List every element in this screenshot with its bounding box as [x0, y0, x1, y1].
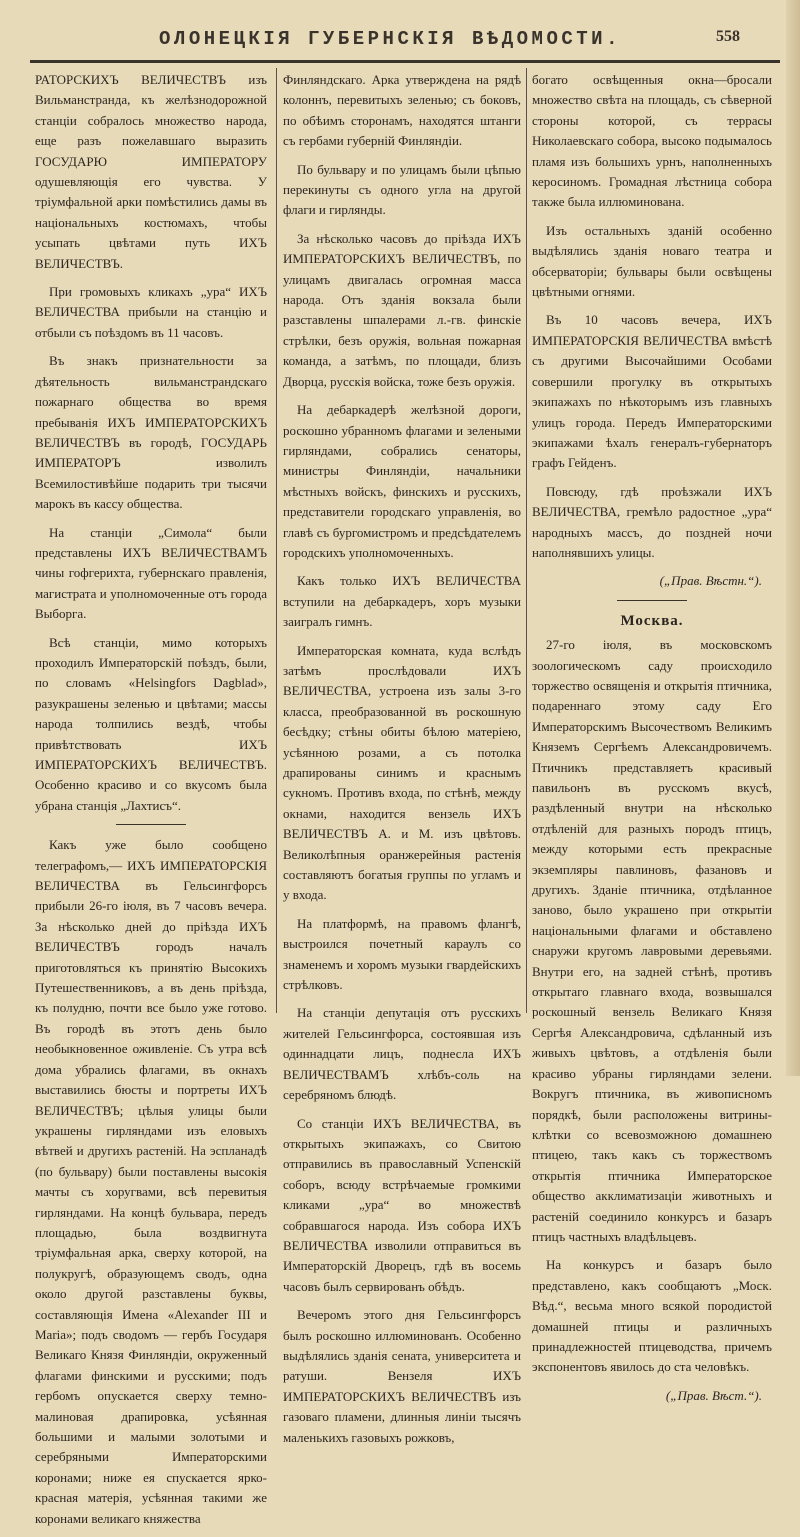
source-citation: („Прав. Вѣстн.“).	[659, 573, 762, 589]
masthead	[0, 28, 800, 52]
section-heading-moscow: Москва.	[620, 612, 684, 629]
section-separator	[617, 600, 687, 601]
header-rule	[30, 60, 780, 63]
paragraph: На станціи „Симола“ были представлены ИХЪ ВЕЛИЧЕСТВАМЪ чины гофгерихта, губернскаго правленія, магистрата и уполномоченные отъ города Выборга.	[35, 524, 267, 622]
paragraph: При громовыхъ кликахъ „ура“ ИХЪ ВЕЛИЧЕСТВА прибыли на станцію и отбыли съ поѣздомъ въ 11 часовъ.	[35, 284, 267, 340]
paragraph: Императорская комната, куда вслѣдъ затѣмъ прослѣдовали ИХЪ ВЕЛИЧЕСТВА, устроена изъ залы 3-го класса, преобразованной въ роскошную бесѣдку; стѣны обиты бѣлою матеріею, усѣянною розами, а съ потолка драпированы синимъ и краснымъ сукномъ. Противъ входа, по стѣнѣ, между окнами, находится вензель ИХЪ ВЕЛИЧЕСТВЪ А. и М. изъ цвѣтовъ. Великолѣпныя оранжерейныя растенія составляютъ богатыя группы по угламъ и у входа.	[283, 642, 521, 903]
paragraph: богато освѣщенныя окна—бросали множество свѣта на площадь, съ сѣверной стороны которой, съ террасы Николаевскаго собора, высоко подымалось пламя изъ большихъ урнъ, наполненныхъ керосиномъ. Громадная лѣстница собора также была иллюминована.	[532, 72, 772, 210]
column-divider	[526, 68, 527, 1013]
newspaper-title: ОЛОНЕЦКІЯ ГУБЕРНСКІЯ ВѢДОМОСТИ.	[159, 28, 621, 50]
page-number: 558	[716, 28, 740, 45]
paragraph: Въ 10 часовъ вечера, ИХЪ ИМПЕРАТОРСКІЯ ВЕЛИЧЕСТВА вмѣстѣ съ другими Высочайшими Особами совершили прогулку въ открытыхъ экипажахъ по нѣкоторымъ изъ главныхъ улицъ города. Передъ Императорскими экипажами ѣхалъ генералъ-губернаторъ графъ Гейденъ.	[532, 312, 772, 471]
paragraph: Повсюду, гдѣ проѣзжали ИХЪ ВЕЛИЧЕСТВА, гремѣло радостное „ура“ народныхъ массъ, до поздней ночи наполнявшихъ улицы.	[532, 483, 772, 560]
paragraph: Со станціи ИХЪ ВЕЛИЧЕСТВА, въ открытыхъ экипажахъ, со Свитою отправились въ православный Успенскій соборъ, всюду встрѣчаемые громкими кликами „ура“ во множествѣ собравшагося народа. Изъ собора ИХЪ ВЕЛИЧЕСТВА изволили отправиться въ Императорскій Дворецъ, гдѣ въ восемь часовъ былъ сервированъ обѣдъ.	[283, 1115, 521, 1294]
paragraph: Всѣ станціи, мимо которыхъ проходилъ Императорскій поѣздъ, были, по словамъ «Helsingfors Dagblad», разукрашены зеленью и цвѣтами; массы народа толпились вездѣ, чтобы привѣтствовать ИХЪ ИМПЕРАТОРСКИХЪ ВЕЛИЧЕСТВЪ. Особенно красиво и со вкусомъ была убрана станція „Лахтисъ“.	[35, 634, 267, 813]
paragraph: На конкурсъ и базаръ было представлено, какъ сообщаютъ „Моск. Вѣд.“, весьма много всякой породистой домашней птицы и различныхъ принадлежностей птицеводства, причемъ экспонентовъ явилось до ста человѣкъ.	[532, 1257, 772, 1375]
paragraph: РАТОРСКИХЪ ВЕЛИЧЕСТВЪ изъ Вильманстранда, къ желѣзнодорожной станціи собралось множество народа, еще разъ пожелавшаго выразить ГОСУДАРЮ ИМПЕРАТОРУ одушевляющія его чувства. У тріумфальной арки помѣстились дамы въ національныхъ костюмахъ, чтобы усыпать цвѣтами путь ИХЪ ВЕЛИЧЕСТВЪ.	[35, 72, 267, 271]
paragraph: Вечеромъ этого дня Гельсингфорсъ былъ роскошно иллюминованъ. Особенно выдѣлялись зданія сената, университета и ратуши. Вензеля ИХЪ ИМПЕРАТОРСКИХЪ ВЕЛИЧЕСТВЪ изъ газоваго пламени, длинныя линіи тысячъ маленькихъ газовыхъ рожковъ,	[283, 1307, 521, 1445]
paragraph: Изъ остальныхъ зданій особенно выдѣлялись зданія новаго театра и обсерваторіи; бульвары были освѣщены цвѣтными огнями.	[532, 222, 772, 300]
source-citation: („Прав. Вѣст.“).	[665, 1387, 762, 1403]
paragraph: По бульвару и по улицамъ были цѣпью перекинуты съ одного угла на другой флаги и гирлянды.	[283, 161, 521, 218]
paragraph: На дебаркадерѣ желѣзной дороги, роскошно убранномъ флагами и зелеными гирляндами, собрались сенаторы, министры Финляндіи, начальники мѣстныхъ войскъ, финскихъ и русскихъ, представители городскаго управленія, во главѣ съ бургомистромъ и предсѣдателемъ городскихъ уполномоченныхъ.	[283, 402, 521, 560]
column-3	[532, 70, 772, 1412]
paragraph: Какъ уже было сообщено телеграфомъ,— ИХЪ ИМПЕРАТОРСКІЯ ВЕЛИЧЕСТВА въ Гельсингфорсъ прибыли 26-го іюля, въ 7 часовъ вечера. За нѣсколько дней до пріѣзда ИХЪ ВЕЛИЧЕСТВЪ городъ началъ приготовляться къ принятію Высокихъ Путешественниковъ, а въ день пріѣзда, къ полудню, почти все было уже готово. Въ городѣ въ этотъ день было необыкновенное оживленіе. Съ утра всѣ дома убрались флагами, въ окнахъ выставились бюсты и портреты ИХЪ ВЕЛИЧЕСТВЪ; цѣлыя улицы были украшены гирляндами изъ еловыхъ вѣтвей и другихъ растеній. На эспланадѣ (по бульвару) были поставлены высокія мачты съ хоругвами, всѣ перевитыя гирляндами. На концѣ бульвара, передъ площадью, была воздвигнута тріумфальная арка, сверху которой, на полукругѣ, образующемъ сводъ, одна около другой разставлены буквы, составляющія Имена «Alexander III и Maria»; подъ сводомъ — гербъ Государя Великаго Князя Финляндіи, окруженный флагами финскими и русскими; подъ гербомъ опускается сверху темно-малиновая драпировка, усѣянная большими и малыми золотыми и серебряными Императорскими коронами; ниже ея спускается ярко-красная матерія, усѣянная такими же коронами великаго княжества	[35, 837, 267, 1526]
column-2	[283, 70, 521, 1456]
column-divider	[276, 68, 277, 1013]
paragraph: Какъ только ИХЪ ВЕЛИЧЕСТВА вступили на дебаркадеръ, хоръ музыки заигралъ гимнъ.	[283, 573, 521, 630]
paragraph: На платформѣ, на правомъ флангѣ, выстроился почетный караулъ со знаменемъ и хоромъ музыки гвардейскихъ стрѣлковъ.	[283, 915, 521, 993]
column-1	[35, 70, 267, 1537]
paragraph: На станціи депутація отъ русскихъ жителей Гельсингфорса, состоявшая изъ одиннадцати лицъ, поднесла ИХЪ ВЕЛИЧЕСТВАМЪ хлѣбъ-соль на серебряномъ блюдѣ.	[283, 1005, 521, 1103]
section-separator	[116, 824, 186, 825]
paragraph: Финляндскаго. Арка утверждена на рядѣ колоннъ, перевитыхъ зеленью; съ боковъ, по обѣимъ сторонамъ, находятся штанги съ гербами губерній Финляндіи.	[283, 72, 521, 149]
page-edge	[786, 0, 800, 1076]
paragraph: За нѣсколько часовъ до пріѣзда ИХЪ ИМПЕРАТОРСКИХЪ ВЕЛИЧЕСТВЪ, по улицамъ двигалась огромная масса народа. Отъ зданія вокзала были разставлены шпалерами л.-гв. финскіе стрѣлки, безъ оружія, вольная пожарная команда, а затѣмъ, по площади, близъ Дворца, русскія войска, тоже безъ оружія.	[283, 230, 521, 389]
paragraph: Въ знакъ признательности за дѣятельность вильманстрандскаго пожарнаго общества во время пребыванія ИХЪ ИМПЕРАТОРСКИХЪ ВЕЛИЧЕСТВЪ въ городѣ, ГОСУДАРЬ ИМПЕРАТОРЪ изволилъ Всемилостивѣйше подарить три тысячи марокъ въ кассу общества.	[35, 353, 267, 512]
paragraph: 27-го іюля, въ московскомъ зоологическомъ саду происходило торжество освященія и открытія птичника, подареннаго этому саду Его Императорскимъ Высочествомъ Великимъ Княземъ Сергѣемъ Александровичемъ. Птичникъ представляетъ красивый павильонъ въ русскомъ вкусѣ, раздѣленный внутри на нѣсколько отдѣленій для разныхъ породъ птицъ, между которыми есть прекрасные экземпляры павлиновъ, фазановъ и другихъ. Зданіе птичника, отдѣланное заново, было украшено при открытіи національными флагами и обставлено снаружи кругомъ лавровыми деревьями. Внутри его, на задней стѣнѣ, противъ открытаго главнаго входа, возвышался роскошный вензель Великаго Князя Сергѣя Александровича, сдѣланный изъ живыхъ цвѣтовъ, а отдѣленія были красиво убраны гирляндами зелени. Вокругъ птичника, въ живописномъ порядкѣ, были расположены витрины-клѣтки со всевозможною домашнею птицею, такъ какъ съ торжествомъ открытія птичника Императорское общество акклиматизаціи животныхъ и растеній соединило конкурсъ и базаръ птицъ частныхъ владѣльцевъ.	[532, 637, 772, 1244]
